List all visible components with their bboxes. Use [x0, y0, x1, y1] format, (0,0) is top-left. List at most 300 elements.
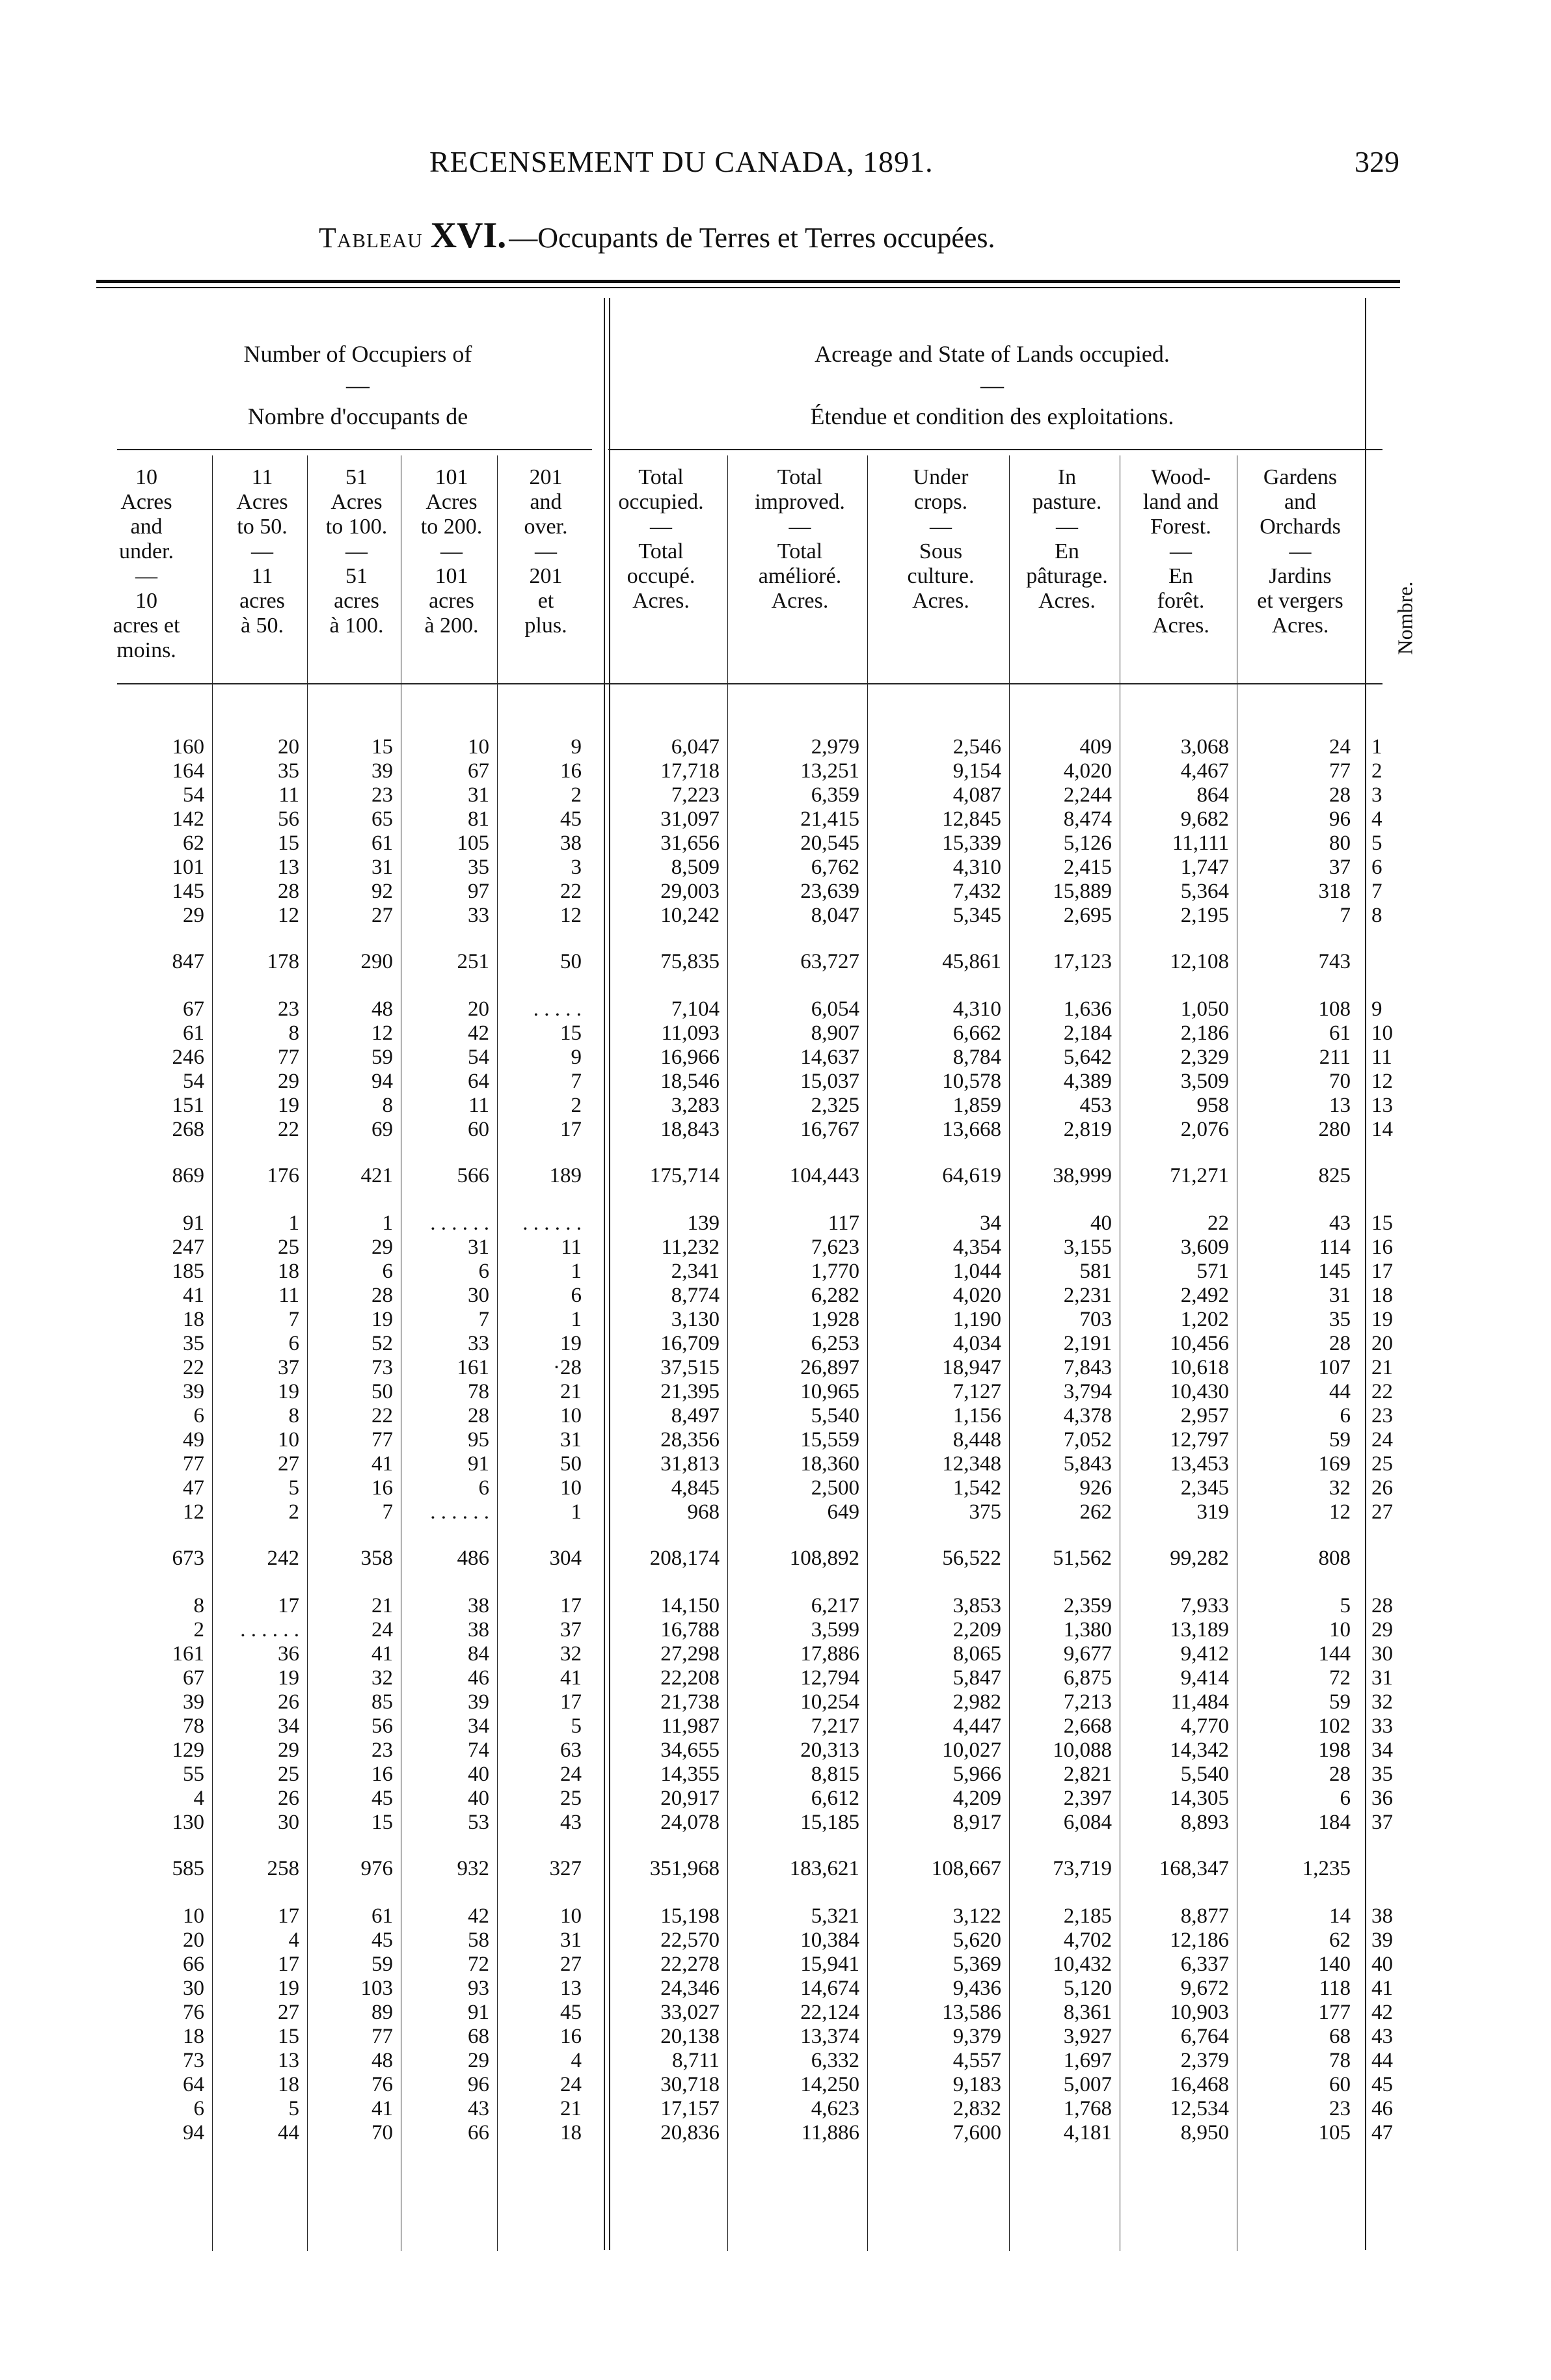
table-cell: 7	[288, 1308, 299, 1331]
table-cell: 16,966	[660, 1046, 720, 1069]
table-cell: 2,345	[1180, 1476, 1229, 1500]
table-cell: 280	[1318, 1118, 1351, 1141]
table-cell: 11,232	[661, 1236, 720, 1259]
table-cell: 47	[183, 1476, 204, 1500]
table-cell: 14,150	[660, 1594, 720, 1617]
table-cell: 43	[1329, 1211, 1351, 1235]
table-cell: 10,456	[1170, 1332, 1229, 1355]
total-cell: 50	[560, 950, 582, 973]
column-header-fr-line: Acres.	[771, 589, 829, 613]
table-cell: 13,586	[942, 2001, 1001, 2024]
table-cell: 85	[371, 1690, 393, 1714]
table-cell: 33,027	[660, 2001, 720, 2024]
row-number: 47	[1371, 2121, 1393, 2144]
table-cell: 42	[468, 1904, 489, 1928]
table-cell: 94	[183, 2121, 204, 2144]
table-cell: 375	[969, 1500, 1001, 1524]
table-cell: 6,332	[811, 2049, 859, 2072]
table-cell: 21,415	[800, 807, 859, 831]
table-cell: 9,414	[1180, 1666, 1229, 1690]
total-cell: 486	[457, 1547, 489, 1570]
table-cell: 1	[571, 1260, 582, 1283]
total-cell: 258	[267, 1857, 299, 1880]
table-cell: 20	[278, 735, 299, 759]
table-cell: 8,774	[671, 1284, 720, 1307]
running-title: RECENSEMENT DU CANADA, 1891.	[429, 145, 934, 178]
table-cell: 22	[183, 1356, 204, 1379]
row-number: 5	[1371, 832, 1382, 855]
table-cell: 61	[371, 1904, 393, 1928]
column-header-en-line: 10	[135, 465, 157, 489]
table-cell: 1	[288, 1211, 299, 1235]
table-cell: 2,185	[1063, 1904, 1112, 1928]
column-header-fr-line: moins.	[116, 638, 176, 662]
occupiers-header-fr: Nombre d'occupants de	[247, 403, 468, 429]
occupiers-header-en: Number of Occupiers of	[243, 341, 472, 367]
table-cell: 198	[1318, 1738, 1351, 1762]
column-header-en-line: and	[1284, 490, 1317, 514]
table-cell: 67	[468, 759, 489, 783]
row-number: 4	[1371, 807, 1382, 831]
table-cell: 40	[468, 1787, 489, 1810]
table-cell: 8,917	[952, 1811, 1001, 1834]
table-cell: 17,157	[660, 2097, 720, 2120]
table-cell: 5	[288, 1476, 299, 1500]
table-cell: 31	[468, 1236, 489, 1259]
table-cell: 59	[371, 1046, 393, 1069]
column-header-fr-line: amélioré.	[758, 564, 842, 588]
total-cell: 108,892	[789, 1547, 859, 1570]
table-cell: 4,020	[952, 1284, 1001, 1307]
table-cell: 54	[183, 783, 204, 807]
table-cell: 409	[1079, 735, 1112, 759]
table-cell: 8	[193, 1594, 204, 1617]
table-cell: 2	[571, 1094, 582, 1117]
table-cell: 8,907	[811, 1021, 859, 1045]
table-cell: 20,313	[800, 1738, 859, 1762]
table-cell: 22	[560, 880, 582, 903]
column-header-5	[592, 465, 730, 614]
table-cell: 28,356	[660, 1428, 720, 1452]
column-header-en-line: 101	[435, 465, 468, 489]
table-cell: 11	[278, 783, 299, 807]
column-header-fr-line: pâturage.	[1026, 564, 1108, 588]
row-number: 13	[1371, 1094, 1393, 1117]
table-cell: 16,788	[660, 1618, 720, 1642]
table-cell: 15,941	[800, 1953, 859, 1976]
row-number: 39	[1371, 1928, 1393, 1952]
table-cell: 2,695	[1063, 904, 1112, 927]
table-cell: 36	[278, 1642, 299, 1666]
row-number: 12	[1371, 1070, 1393, 1093]
table-cell: 16,468	[1170, 2073, 1229, 2096]
table-cell: 42	[468, 1021, 489, 1045]
table-cell: 31,813	[660, 1452, 720, 1476]
table-cell: 145	[172, 880, 204, 903]
table-cell: 59	[371, 1953, 393, 1976]
table-cell: 9	[571, 1046, 582, 1069]
total-cell: 242	[267, 1547, 299, 1570]
top-rule-thin	[96, 287, 1400, 288]
column-header-2	[310, 465, 403, 638]
column-header-fr-line: 10	[135, 589, 157, 613]
column-header-fr-line: plus.	[524, 614, 567, 638]
table-cell: 7,104	[671, 997, 720, 1021]
table-cell: 7,127	[952, 1380, 1001, 1403]
table-cell: 5,540	[1180, 1763, 1229, 1786]
table-cell: 10,242	[660, 904, 720, 927]
column-header-7	[870, 465, 1012, 614]
table-cell: 13,453	[1170, 1452, 1229, 1476]
table-cell: 2,957	[1180, 1404, 1229, 1427]
table-cell: 13,374	[800, 2025, 859, 2048]
table-cell: 864	[1196, 783, 1229, 807]
table-cell: 31	[371, 856, 393, 879]
table-cell: 4,310	[952, 856, 1001, 879]
column-header-en-line: occupied.	[618, 490, 704, 514]
table-cell: 11,093	[661, 1021, 720, 1045]
table-cell: 10	[560, 1904, 582, 1928]
table-cell: 20	[183, 1928, 204, 1952]
table-cell: 29	[468, 2049, 489, 2072]
table-cell: 7,843	[1063, 1356, 1112, 1379]
table-cell: 10	[278, 1428, 299, 1452]
column-header-en-line: Acres	[120, 490, 172, 514]
total-cell: 56,522	[942, 1547, 1001, 1570]
table-cell: . . . . . .	[430, 1211, 489, 1235]
table-cell: 8,047	[811, 904, 859, 927]
table-cell: 262	[1079, 1500, 1112, 1524]
table-cell: 5,642	[1063, 1046, 1112, 1069]
row-number: 16	[1371, 1236, 1393, 1259]
table-cell: 37	[1329, 856, 1351, 879]
table-cell: 1	[571, 1308, 582, 1331]
total-cell: 189	[549, 1164, 582, 1187]
table-cell: 89	[371, 2001, 393, 2024]
table-cell: 3,130	[671, 1308, 720, 1331]
table-cell: 6,217	[811, 1594, 859, 1617]
table-cell: 10,254	[800, 1690, 859, 1714]
table-cell: 1,380	[1063, 1618, 1112, 1642]
table-cell: 5	[1340, 1594, 1351, 1617]
table-cell: 7,223	[671, 783, 720, 807]
column-header-fr-line: 101	[435, 564, 468, 588]
total-cell: 566	[457, 1164, 489, 1187]
table-cell: 62	[1329, 1928, 1351, 1952]
table-cell: . . . . . .	[522, 1211, 582, 1235]
table-cell: 8,497	[671, 1404, 720, 1427]
table-cell: . . . . . .	[240, 1618, 299, 1642]
table-cell: 8	[288, 1404, 299, 1427]
table-cell: 2,821	[1063, 1763, 1112, 1786]
table-cell: 6	[193, 2097, 204, 2120]
table-cell: 56	[371, 1714, 393, 1738]
table-cell: 61	[1329, 1021, 1351, 1045]
table-cell: 37	[560, 1618, 582, 1642]
column-header-dash: —	[345, 539, 368, 563]
table-cell: 41	[371, 1452, 393, 1476]
table-cell: 11	[278, 1284, 299, 1307]
table-cell: 76	[183, 2001, 204, 2024]
table-cell: 4,447	[952, 1714, 1001, 1738]
total-cell: 71,271	[1170, 1164, 1229, 1187]
column-header-fr-line: 11	[251, 564, 273, 588]
total-cell: 421	[360, 1164, 393, 1187]
table-cell: 24	[560, 2073, 582, 2096]
table-cell: 45	[560, 807, 582, 831]
column-header-fr-line: Total	[638, 539, 684, 563]
table-cell: 54	[468, 1046, 489, 1069]
total-cell: 38,999	[1053, 1164, 1112, 1187]
table-cell: 246	[172, 1046, 204, 1069]
column-header-fr-line: Acres.	[912, 589, 969, 613]
table-cell: 2,359	[1063, 1594, 1112, 1617]
row-number: 40	[1371, 1953, 1393, 1976]
table-cell: 9,677	[1063, 1642, 1112, 1666]
column-header-en-line: and	[530, 490, 562, 514]
table-cell: 39	[371, 759, 393, 783]
column-header-en-line: Total	[638, 465, 684, 489]
column-header-fr-line: 201	[529, 564, 563, 588]
table-cell: 5,847	[952, 1666, 1001, 1690]
table-cell: 2	[288, 1500, 299, 1524]
table-cell: 6,875	[1063, 1666, 1112, 1690]
table-cell: 95	[468, 1428, 489, 1452]
table-cell: 4	[193, 1787, 204, 1810]
table-cell: 2,186	[1180, 1021, 1229, 1045]
table-cell: 8,711	[671, 2049, 720, 2072]
table-cell: 8	[382, 1094, 393, 1117]
table-cell: 1,050	[1180, 997, 1229, 1021]
table-cell: 35	[183, 1332, 204, 1355]
table-cell: 3,283	[671, 1094, 720, 1117]
table-cell: 926	[1079, 1476, 1112, 1500]
table-cell: 30	[468, 1284, 489, 1307]
table-cell: 6,253	[811, 1332, 859, 1355]
column-header-fr-line: 51	[345, 564, 368, 588]
table-cell: 14	[1329, 1904, 1351, 1928]
column-header-en-line: Acres	[330, 490, 383, 514]
table-cell: 4,034	[952, 1332, 1001, 1355]
table-cell: 6	[382, 1260, 393, 1283]
table-cell: 28	[1329, 783, 1351, 807]
table-cell: 24,078	[660, 1811, 720, 1834]
table-cell: 53	[468, 1811, 489, 1834]
table-cell: 18,360	[800, 1452, 859, 1476]
table-cell: 703	[1079, 1308, 1112, 1331]
table-cell: 8,893	[1180, 1811, 1229, 1834]
table-cell: 45	[371, 1928, 393, 1952]
occupiers-header-rule	[117, 449, 592, 450]
row-number: 18	[1371, 1284, 1393, 1307]
table-cell: 2,668	[1063, 1714, 1112, 1738]
table-cell: 64	[183, 2073, 204, 2096]
table-cell: 61	[371, 832, 393, 855]
table-cell: 14,305	[1170, 1787, 1229, 1810]
column-header-fr-line: Jardins	[1269, 564, 1332, 588]
total-cell: 17,123	[1053, 950, 1112, 973]
table-cell: 8	[288, 1021, 299, 1045]
table-cell: 16	[560, 2025, 582, 2048]
column-header-fr-line: Sous	[919, 539, 963, 563]
table-cell: 31	[560, 1428, 582, 1452]
total-cell: 168,347	[1159, 1857, 1229, 1880]
table-cell: 24	[371, 1618, 393, 1642]
table-cell: 453	[1079, 1094, 1112, 1117]
table-title	[319, 215, 995, 256]
table-cell: 102	[1318, 1714, 1351, 1738]
table-cell: 10,432	[1053, 1953, 1112, 1976]
column-header-dash: —	[789, 515, 811, 539]
table-cell: 29,003	[660, 880, 720, 903]
table-cell: 1,636	[1063, 997, 1112, 1021]
column-header-dash: —	[251, 539, 273, 563]
table-cell: 13,668	[942, 1118, 1001, 1141]
table-cell: 31,097	[660, 807, 720, 831]
table-cell: 63	[560, 1738, 582, 1762]
column-header-dash: —	[535, 539, 557, 563]
table-cell: 7,217	[811, 1714, 859, 1738]
table-cell: 23,639	[800, 880, 859, 903]
table-cell: 11,987	[661, 1714, 720, 1738]
table-cell: 91	[468, 2001, 489, 2024]
table-cell: 4,389	[1063, 1070, 1112, 1093]
table-cell: 29	[278, 1738, 299, 1762]
table-cell: 10	[560, 1404, 582, 1427]
table-cell: 4,354	[952, 1236, 1001, 1259]
table-cell: 1,928	[811, 1308, 859, 1331]
table-cell: 30	[278, 1811, 299, 1834]
row-number: 15	[1371, 1211, 1393, 1235]
column-header-en-line: improved.	[755, 490, 845, 514]
table-cell: 4,845	[671, 1476, 720, 1500]
table-cell: 31,656	[660, 832, 720, 855]
table-cell: 77	[183, 1452, 204, 1476]
row-number: 26	[1371, 1476, 1393, 1500]
table-cell: 34	[468, 1714, 489, 1738]
table-cell: 8,474	[1063, 807, 1112, 831]
total-cell: 847	[172, 950, 204, 973]
table-cell: 64	[468, 1070, 489, 1093]
table-cell: 40	[1090, 1211, 1112, 1235]
table-cell: 2,341	[671, 1260, 720, 1283]
table-cell: 29	[183, 904, 204, 927]
table-cell: 24	[560, 1763, 582, 1786]
table-cell: 11,111	[1172, 832, 1229, 855]
row-number: 46	[1371, 2097, 1393, 2120]
table-cell: 8,784	[952, 1046, 1001, 1069]
table-cell: 9,412	[1180, 1642, 1229, 1666]
table-cell: 26	[278, 1787, 299, 1810]
table-cell: 9,672	[1180, 1977, 1229, 2000]
table-cell: 23	[371, 1738, 393, 1762]
table-cell: 211	[1319, 1046, 1351, 1069]
table-cell: 14,342	[1170, 1738, 1229, 1762]
table-cell: 28	[468, 1404, 489, 1427]
number-column-header	[1392, 553, 1418, 683]
total-cell: 45,861	[942, 950, 1001, 973]
table-cell: 15	[371, 735, 393, 759]
table-cell: 6,764	[1180, 2025, 1229, 2048]
table-cell: 21,738	[660, 1690, 720, 1714]
column-header-dash: —	[1170, 539, 1192, 563]
table-cell: 5,369	[952, 1953, 1001, 1976]
column-header-en-line: Total	[777, 465, 823, 489]
table-cell: 7,623	[811, 1236, 859, 1259]
table-cell: 20,138	[660, 2025, 720, 2048]
row-number: 2	[1371, 759, 1382, 783]
row-number: 31	[1371, 1666, 1393, 1690]
column-header-fr-line: En	[1055, 539, 1079, 563]
column-header-en-line: 51	[345, 465, 368, 489]
table-title-label: Tableau	[319, 222, 423, 254]
table-cell: 96	[468, 2073, 489, 2096]
table-cell: 78	[468, 1380, 489, 1403]
row-number: 38	[1371, 1904, 1393, 1928]
column-header-fr-line: acres et	[113, 614, 180, 638]
column-header-fr-line: à 100.	[329, 614, 384, 638]
table-cell: 2,379	[1180, 2049, 1229, 2072]
table-cell: 2,191	[1063, 1332, 1112, 1355]
table-cell: 129	[172, 1738, 204, 1762]
table-cell: 4,770	[1180, 1714, 1229, 1738]
column-header-en-line: to 100.	[325, 515, 388, 539]
table-cell: 56	[278, 807, 299, 831]
total-cell: 743	[1318, 950, 1351, 973]
table-cell: 25	[278, 1763, 299, 1786]
acreage-header-fr: Étendue et condition des exploitations.	[810, 403, 1174, 429]
table-cell: 70	[1329, 1070, 1351, 1093]
table-cell: 65	[371, 807, 393, 831]
total-cell: 183,621	[789, 1857, 859, 1880]
table-cell: 1,542	[952, 1476, 1001, 1500]
table-cell: 27	[278, 2001, 299, 2024]
column-header-1	[215, 465, 310, 638]
row-number: 6	[1371, 856, 1382, 879]
table-cell: 78	[183, 1714, 204, 1738]
table-cell: 5,345	[952, 904, 1001, 927]
column-header-en-line: Acres	[425, 490, 478, 514]
total-cell: 51,562	[1053, 1547, 1112, 1570]
column-header-dash: —	[930, 515, 952, 539]
table-cell: 105	[1318, 2121, 1351, 2144]
table-cell: 139	[687, 1211, 720, 1235]
table-cell: 15,185	[800, 1811, 859, 1834]
table-cell: 6,762	[811, 856, 859, 879]
table-cell: 41	[183, 1284, 204, 1307]
table-cell: 12,797	[1170, 1428, 1229, 1452]
column-header-fr-line: à 200.	[424, 614, 479, 638]
table-cell: 10,578	[942, 1070, 1001, 1093]
row-number: 41	[1371, 1977, 1393, 2000]
table-cell: 2,076	[1180, 1118, 1229, 1141]
column-header-fr-line: acres	[239, 589, 285, 613]
table-cell: 17	[278, 1594, 299, 1617]
table-cell: 73	[371, 1356, 393, 1379]
table-cell: 22,124	[800, 2001, 859, 2024]
table-cell: 38	[468, 1618, 489, 1642]
total-cell: 108,667	[931, 1857, 1001, 1880]
table-cell: 20,545	[800, 832, 859, 855]
table-cell: 4,310	[952, 997, 1001, 1021]
table-cell: 10,430	[1170, 1380, 1229, 1403]
table-cell: 1,202	[1180, 1308, 1229, 1331]
table-cell: 2,195	[1180, 904, 1229, 927]
table-cell: 25	[278, 1236, 299, 1259]
table-cell: 13	[1329, 1094, 1351, 1117]
table-cell: 16,709	[660, 1332, 720, 1355]
top-rule-thick	[96, 280, 1400, 283]
